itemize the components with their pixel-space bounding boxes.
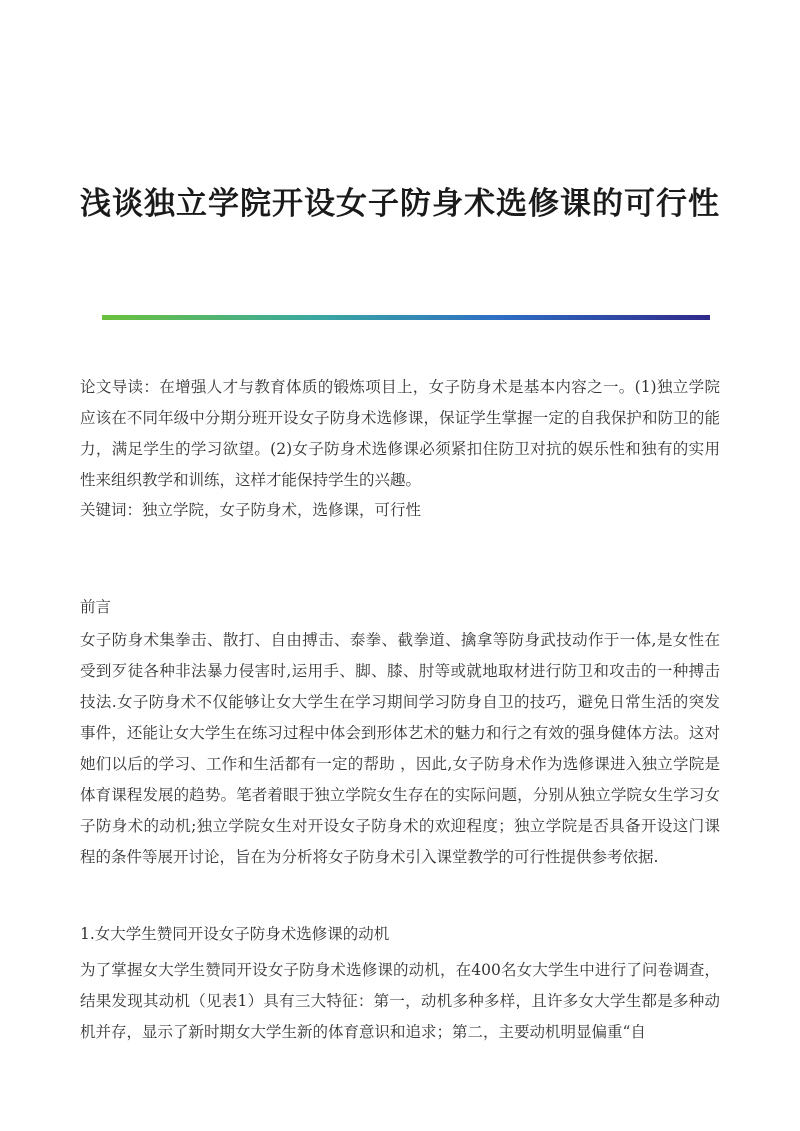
preface-paragraph: 女子防身术集拳击、散打、自由搏击、泰拳、截拳道、擒拿等防身武技动作于一体,是女性在受到歹徒各种非法暴力侵害时,运用手、脚、膝、肘等或就地取材进行防卫和攻击的一种搏击技法.女子防身术不仅能够让女大学生在学习期间学习防身自卫的技巧，避免日常生活的突发事件，还能让女大学生在练习过程中体会到形体艺术的魅力和行之有效的强身健体方法。这对她们以后的学习、工作和生活都有一定的帮助 ，因此,女子防身术作为选修课进入独立学院是体育课程发展的趋势。笔者着眼于独立学院女生存在的实际问题，分别从独立学院女生学习女子防身术的动机;独立学院女生对开设女子防身术的欢迎程度；独立学院是否具备开设这门课程的条件等展开讨论，旨在为分析将女子防身术引入课堂教学的可行性提供参考依据. <box>80 631 720 866</box>
document-title: 浅谈独立学院开设女子防身术选修课的可行性 <box>80 185 720 222</box>
title-gradient-divider <box>102 315 710 320</box>
keywords-line: 关键词：独立学院，女子防身术，选修课，可行性 <box>80 501 422 519</box>
section-1-paragraph: 为了掌握女大学生赞同开设女子防身术选修课的动机，在400名女大学生中进行了问卷调查，结果发现其动机（见表1）具有三大特征：第一，动机多种多样，且许多女大学生都是多种动机并存，显示了新时期女大学生新的体育意识和追求；第二，主要动机明显偏重“自 <box>80 961 720 1041</box>
preface-heading: 前言 <box>80 598 112 616</box>
section-1-heading: 1.女大学生赞同开设女子防身术选修课的动机 <box>80 925 390 943</box>
abstract-paragraph: 论文导读：在增强人才与教育体质的锻炼项目上，女子防身术是基本内容之一。(1)独立学院应该在不同年级中分期分班开设女子防身术选修课，保证学生掌握一定的自我保护和防卫的能力，满足学生的学习欲望。(2)女子防身术选修课必须紧扣住防卫对抗的娱乐性和独有的实用性来组织教学和训练，这样才能保持学生的兴趣。 <box>80 378 720 489</box>
